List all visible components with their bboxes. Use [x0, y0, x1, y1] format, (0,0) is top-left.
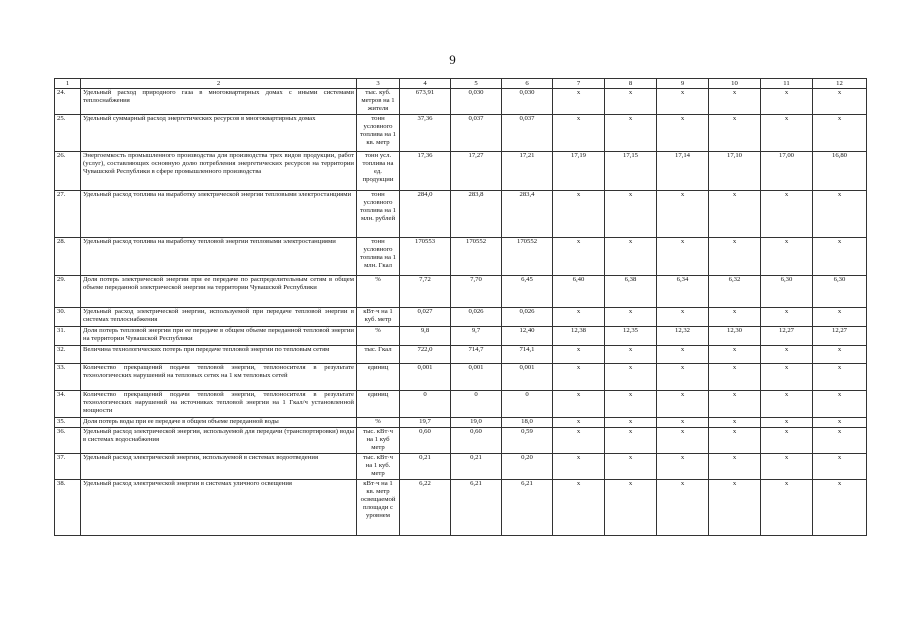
value-cell: х: [761, 346, 813, 364]
value-cell: 0,026: [451, 308, 502, 327]
value-cell: х: [813, 238, 867, 276]
value-cell: 17,21: [502, 152, 553, 191]
value-cell: х: [657, 480, 709, 536]
value-cell: х: [761, 364, 813, 391]
indicator-name: Количество прекращений подачи тепловой энергии, теплоносителя в результате технологических нарушений на источниках тепловой энергии на 1 Гкал/ч установленной мощности: [81, 391, 357, 418]
value-cell: 6,21: [451, 480, 502, 536]
value-cell: х: [605, 191, 657, 238]
table-row: [55, 364, 867, 391]
unit-of-measure: кВт·ч на 1 куб. метр: [357, 308, 400, 327]
value-cell: х: [813, 191, 867, 238]
value-cell: х: [605, 346, 657, 364]
value-cell: х: [657, 391, 709, 418]
value-cell: 6,21: [502, 480, 553, 536]
value-cell: 17,19: [553, 152, 605, 191]
value-cell: 283,4: [502, 191, 553, 238]
value-cell: х: [709, 115, 761, 152]
table-row: [55, 191, 867, 238]
value-cell: х: [657, 308, 709, 327]
unit-of-measure: %: [357, 418, 400, 428]
value-cell: х: [813, 454, 867, 480]
row-number: 34.: [55, 391, 81, 418]
value-cell: х: [813, 308, 867, 327]
value-cell: х: [761, 191, 813, 238]
value-cell: 0,59: [502, 428, 553, 454]
value-cell: 12,32: [657, 327, 709, 346]
value-cell: 0,037: [451, 115, 502, 152]
value-cell: 6,38: [605, 276, 657, 308]
value-cell: 0,001: [400, 364, 451, 391]
value-cell: х: [657, 115, 709, 152]
table-row: [55, 327, 867, 346]
value-cell: х: [813, 89, 867, 115]
value-cell: 0: [451, 391, 502, 418]
value-cell: 12,35: [605, 327, 657, 346]
value-cell: 6,40: [553, 276, 605, 308]
value-cell: 0,60: [400, 428, 451, 454]
value-cell: 0,21: [400, 454, 451, 480]
value-cell: 0,030: [502, 89, 553, 115]
value-cell: х: [553, 89, 605, 115]
value-cell: х: [761, 428, 813, 454]
table-row: [55, 238, 867, 276]
header-cell: 2: [81, 79, 357, 89]
unit-of-measure: единиц: [357, 391, 400, 418]
table-row: [55, 308, 867, 327]
value-cell: 714,1: [502, 346, 553, 364]
row-number: 32.: [55, 346, 81, 364]
value-cell: х: [709, 454, 761, 480]
value-cell: 12,27: [813, 327, 867, 346]
value-cell: х: [605, 364, 657, 391]
value-cell: х: [813, 418, 867, 428]
unit-of-measure: %: [357, 276, 400, 308]
value-cell: х: [553, 454, 605, 480]
indicator-name: Доля потерь воды при ее передаче в общем объеме переданной воды: [81, 418, 357, 428]
table-row: [55, 428, 867, 454]
row-number: 35.: [55, 418, 81, 428]
page-number: 9: [449, 52, 456, 67]
value-cell: 0,001: [502, 364, 553, 391]
indicator-name: Доля потерь тепловой энергии при ее передаче в общем объеме переданной тепловой энергии на территории Чувашской Республики: [81, 327, 357, 346]
unit-of-measure: тыс. куб. метров на 1 жителя: [357, 89, 400, 115]
value-cell: х: [605, 89, 657, 115]
value-cell: 0,60: [451, 428, 502, 454]
row-number: 24.: [55, 89, 81, 115]
unit-of-measure: %: [357, 327, 400, 346]
unit-of-measure: тонн условного топлива на 1 кв. метр: [357, 115, 400, 152]
value-cell: х: [553, 191, 605, 238]
value-cell: 0: [502, 391, 553, 418]
value-cell: 9,8: [400, 327, 451, 346]
value-cell: 17,36: [400, 152, 451, 191]
value-cell: х: [761, 480, 813, 536]
header-cell: 3: [357, 79, 400, 89]
header-cell: 7: [553, 79, 605, 89]
value-cell: 673,91: [400, 89, 451, 115]
indicator-name: Энергоемкость промышленного производства для производства трех видов продукции, работ (услуг), составляющих основную долю потребления энергетических ресурсов на территории Чувашской Республики в сфере промышленного производства: [81, 152, 357, 191]
value-cell: х: [709, 391, 761, 418]
table-row: [55, 115, 867, 152]
value-cell: 6,45: [502, 276, 553, 308]
value-cell: 0,21: [451, 454, 502, 480]
value-cell: 170552: [451, 238, 502, 276]
header-cell: 11: [761, 79, 813, 89]
value-cell: 284,0: [400, 191, 451, 238]
table-row: [55, 418, 867, 428]
row-number: 29.: [55, 276, 81, 308]
value-cell: 170553: [400, 238, 451, 276]
row-number: 38.: [55, 480, 81, 536]
value-cell: х: [605, 238, 657, 276]
value-cell: 17,10: [709, 152, 761, 191]
header-cell: 6: [502, 79, 553, 89]
unit-of-measure: тонн условного топлива на 1 млн. Гкал: [357, 238, 400, 276]
value-cell: х: [553, 346, 605, 364]
indicator-name: Удельный расход топлива на выработку тепловой энергии тепловыми электростанциями: [81, 238, 357, 276]
indicator-name: Удельный расход электрической энергии, используемой при передаче тепловой энергии в системах теплоснабжения: [81, 308, 357, 327]
value-cell: 0,026: [502, 308, 553, 327]
value-cell: х: [553, 428, 605, 454]
indicator-name: Величина технологических потерь при передаче тепловой энергии по тепловым сетям: [81, 346, 357, 364]
table-row: [55, 480, 867, 536]
value-cell: 0,001: [451, 364, 502, 391]
header-cell: 1: [55, 79, 81, 89]
value-cell: х: [553, 418, 605, 428]
value-cell: х: [553, 308, 605, 327]
value-cell: х: [605, 418, 657, 428]
value-cell: х: [657, 191, 709, 238]
indicator-name: Доля потерь электрической энергии при ее передаче по распределительным сетям в общем объеме переданной электрической энергии на территории Чувашской Республики: [81, 276, 357, 308]
value-cell: 722,0: [400, 346, 451, 364]
value-cell: х: [657, 454, 709, 480]
value-cell: х: [813, 364, 867, 391]
row-number: 36.: [55, 428, 81, 454]
value-cell: х: [709, 364, 761, 391]
indicator-name: Количество прекращений подачи тепловой энергии, теплоносителя в результате технологических нарушений на тепловых сетях на 1 км тепловых сетей: [81, 364, 357, 391]
unit-of-measure: тыс. кВт·ч на 1 куб. метр: [357, 454, 400, 480]
value-cell: 6,30: [761, 276, 813, 308]
row-number: 30.: [55, 308, 81, 327]
header-cell: 12: [813, 79, 867, 89]
value-cell: 6,30: [813, 276, 867, 308]
value-cell: 9,7: [451, 327, 502, 346]
table-row: [55, 391, 867, 418]
value-cell: 17,27: [451, 152, 502, 191]
value-cell: х: [657, 346, 709, 364]
header-cell: 4: [400, 79, 451, 89]
value-cell: 7,70: [451, 276, 502, 308]
value-cell: х: [761, 454, 813, 480]
value-cell: 19,7: [400, 418, 451, 428]
header-cell: 8: [605, 79, 657, 89]
value-cell: х: [553, 480, 605, 536]
table-row: [55, 152, 867, 191]
value-cell: х: [813, 428, 867, 454]
unit-of-measure: единиц: [357, 364, 400, 391]
row-number: 33.: [55, 364, 81, 391]
value-cell: х: [605, 308, 657, 327]
value-cell: х: [761, 418, 813, 428]
value-cell: х: [761, 391, 813, 418]
value-cell: 17,14: [657, 152, 709, 191]
value-cell: х: [709, 418, 761, 428]
value-cell: х: [761, 115, 813, 152]
table-row: [55, 276, 867, 308]
header-cell: 9: [657, 79, 709, 89]
value-cell: х: [813, 115, 867, 152]
indicator-name: Удельный суммарный расход энергетических ресурсов в многоквартирных домах: [81, 115, 357, 152]
value-cell: х: [553, 115, 605, 152]
value-cell: х: [761, 89, 813, 115]
value-cell: 16,80: [813, 152, 867, 191]
unit-of-measure: кВт·ч на 1 кв. метр освещаемой площади с уровнем: [357, 480, 400, 536]
header-cell: 5: [451, 79, 502, 89]
value-cell: х: [709, 480, 761, 536]
value-cell: х: [813, 346, 867, 364]
indicator-name: Удельный расход электрической энергии, используемой для передачи (транспортировки) воды в системах водоснабжения: [81, 428, 357, 454]
value-cell: 12,27: [761, 327, 813, 346]
header-cell: 10: [709, 79, 761, 89]
row-number: 26.: [55, 152, 81, 191]
indicators-table: [54, 78, 867, 536]
unit-of-measure: тонн усл. топлива на ед. продукции: [357, 152, 400, 191]
value-cell: 7,72: [400, 276, 451, 308]
value-cell: х: [657, 418, 709, 428]
value-cell: х: [657, 428, 709, 454]
value-cell: 12,38: [553, 327, 605, 346]
value-cell: 37,36: [400, 115, 451, 152]
table-row: [55, 89, 867, 115]
value-cell: х: [657, 364, 709, 391]
value-cell: х: [813, 480, 867, 536]
value-cell: 0,037: [502, 115, 553, 152]
value-cell: х: [605, 391, 657, 418]
value-cell: 283,8: [451, 191, 502, 238]
value-cell: х: [709, 308, 761, 327]
value-cell: х: [709, 346, 761, 364]
value-cell: 6,22: [400, 480, 451, 536]
value-cell: 12,30: [709, 327, 761, 346]
value-cell: 19,0: [451, 418, 502, 428]
value-cell: х: [605, 428, 657, 454]
value-cell: х: [761, 238, 813, 276]
table-row: [55, 454, 867, 480]
value-cell: 0,027: [400, 308, 451, 327]
value-cell: 6,32: [709, 276, 761, 308]
value-cell: 6,34: [657, 276, 709, 308]
header-row: [55, 79, 867, 89]
row-number: 25.: [55, 115, 81, 152]
value-cell: 12,40: [502, 327, 553, 346]
value-cell: х: [761, 308, 813, 327]
value-cell: 0,030: [451, 89, 502, 115]
value-cell: х: [605, 454, 657, 480]
value-cell: х: [709, 89, 761, 115]
row-number: 31.: [55, 327, 81, 346]
indicator-name: Удельный расход природного газа в многоквартирных домах с иными системами теплоснабжения: [81, 89, 357, 115]
indicator-name: Удельный расход электрической энергии в системах уличного освещения: [81, 480, 357, 536]
value-cell: х: [657, 238, 709, 276]
value-cell: х: [605, 115, 657, 152]
value-cell: х: [657, 89, 709, 115]
unit-of-measure: тонн условного топлива на 1 млн. рублей: [357, 191, 400, 238]
value-cell: 714,7: [451, 346, 502, 364]
row-number: 28.: [55, 238, 81, 276]
value-cell: 0,20: [502, 454, 553, 480]
value-cell: х: [709, 428, 761, 454]
value-cell: х: [813, 391, 867, 418]
value-cell: х: [605, 480, 657, 536]
value-cell: х: [709, 238, 761, 276]
unit-of-measure: тыс. кВт·ч на 1 куб метр: [357, 428, 400, 454]
unit-of-measure: тыс. Гкал: [357, 346, 400, 364]
value-cell: х: [709, 191, 761, 238]
table-row: [55, 346, 867, 364]
indicator-name: Удельный расход топлива на выработку электрической энергии тепловыми электростанциями: [81, 191, 357, 238]
indicator-name: Удельный расход электрической энергии, используемой в системах водоотведения: [81, 454, 357, 480]
value-cell: 0: [400, 391, 451, 418]
value-cell: х: [553, 391, 605, 418]
value-cell: 170552: [502, 238, 553, 276]
value-cell: х: [553, 364, 605, 391]
value-cell: х: [553, 238, 605, 276]
row-number: 37.: [55, 454, 81, 480]
value-cell: 17,15: [605, 152, 657, 191]
row-number: 27.: [55, 191, 81, 238]
value-cell: 18,0: [502, 418, 553, 428]
value-cell: 17,00: [761, 152, 813, 191]
